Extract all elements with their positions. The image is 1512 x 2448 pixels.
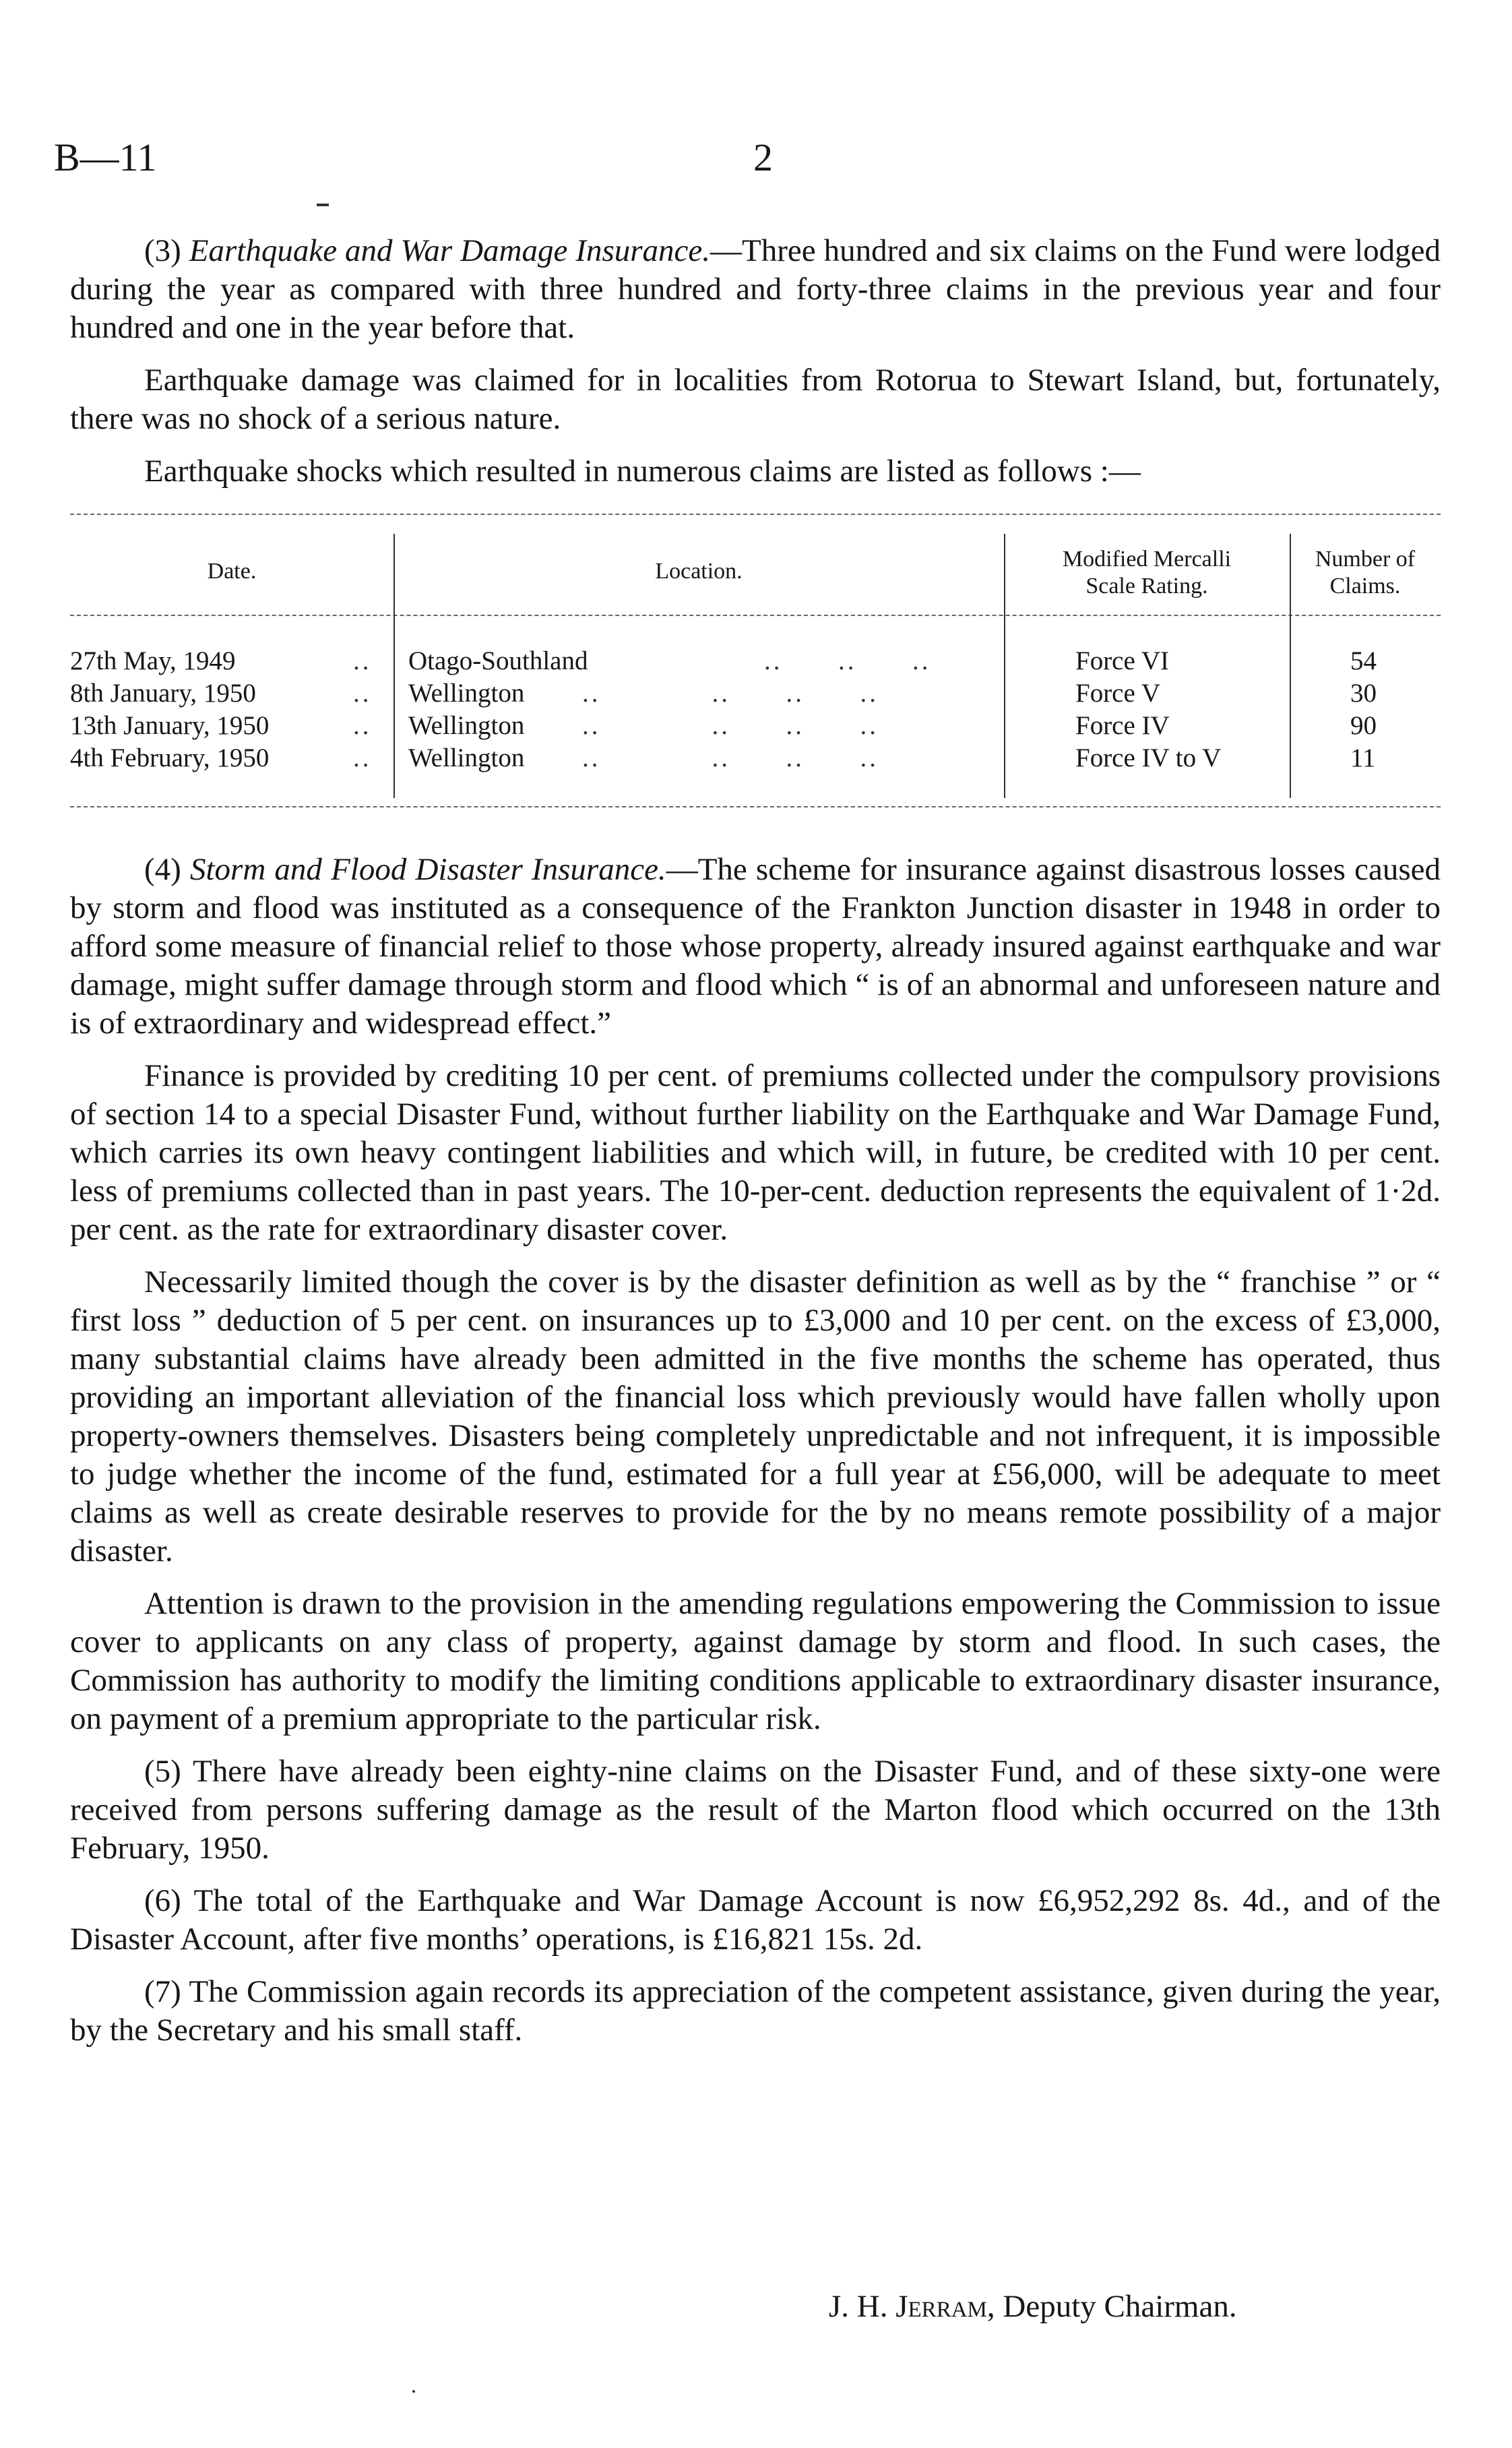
paragraph-4 [70,851,1441,1043]
header-line: Claims. [1329,574,1401,599]
section-4 [70,851,1441,2064]
paragraph-7: (7) The Commission again records its appreciation of the competent assistance, given during the year, by the Secretary and his small staff. [70,1974,1441,2048]
leader-dots: .. [353,743,372,772]
signatory-title: , Deputy Chairman. [986,2289,1237,2324]
cell-rating: Force V [1075,679,1161,708]
paragraph-3 [70,232,1441,347]
leader-dots: .. .. .. .. [582,679,879,708]
paragraph-6: (6) The total of the Earthquake and War Damage Account is now £6,952,292 8s. 4d., and of the Disaster Account, after five months’ operations, is £16,821 15s. 2d. [70,1883,1441,1957]
table-rule-bottom [70,806,1441,807]
cell-location: Wellington [408,679,525,708]
leader-dots: .. [353,646,372,675]
column-header-location: Location. [655,559,743,584]
stray-mark [317,204,329,206]
column-header-rating [1004,546,1290,600]
cell-claims: 11 [1350,743,1376,772]
cell-date: 4th February, 1950 [70,743,270,772]
cell-date: 27th May, 1949 [70,646,236,675]
cell-claims: 54 [1350,646,1377,675]
cell-location: Wellington [408,711,525,740]
cell-location: Wellington [408,743,525,772]
page-number: 2 [753,135,773,179]
section-3 [70,232,1441,505]
table-row [70,743,1441,775]
paragraph-text: —The scheme for insurance against disastrous losses caused by storm and flood was instituted as a consequence of the Frankton Junction disaster in 1948 in order to afford some measure of financial relief to those whose property, already insured against earthquake and war damage, might suffer damage through storm and flood which “ is of an abnormal and unforeseen nature and is of extraordinary and widespread effect.” [70,852,1441,1041]
cell-date: 13th January, 1950 [70,711,270,740]
paragraph-4b: Finance is provided by crediting 10 per cent. of premiums collected under the compulsory provisions of section 14 to a special Disaster Fund, without further liability on the Earthquake and War Damage Fund, which carries its own heavy contingent liabilities and which will, in future, be credited with 10 per cent. less of premiums collected than in past years. The 10-per-cent. deduction represents the equivalent of 1·2d. per cent. as the rate for extraordinary disaster cover. [70,1058,1441,1247]
document-reference: B—11 [54,135,157,179]
header-line: Number of [1315,547,1416,572]
paragraph-4d: Attention is drawn to the provision in the amending regulations empowering the Commission to issue cover to applicants on any class of property, against damage by storm and flood. In such cases, the Commission has authority to modify the limiting conditions applicable to extraordinary disaster insurance, on payment of a premium appropriate to the particular risk. [70,1586,1441,1736]
leader-dots: .. .. .. .. [582,711,879,740]
signatory-name: Jerram [895,2289,987,2324]
table-rule-header [70,615,1441,616]
section-title: Storm and Flood Disaster Insurance. [189,852,666,887]
leader-dots: .. [353,679,372,708]
paragraph-number: (3) [144,233,181,268]
column-header-date: Date. [207,559,257,584]
signatory-initials: J. H. [829,2289,888,2324]
leader-dots: .. .. .. [764,646,931,675]
signature [829,2288,1237,2325]
table-row [70,678,1441,710]
header-line: Modified Mercalli [1062,547,1232,572]
table-rule-top [70,514,1441,515]
cell-date: 8th January, 1950 [70,679,256,708]
cell-rating: Force IV to V [1075,743,1222,772]
leader-dots: .. [353,711,372,740]
cell-rating: Force IV [1075,711,1170,740]
earthquake-claims-table [70,514,1441,814]
header-line: Scale Rating. [1085,574,1208,599]
column-header-claims [1290,546,1441,600]
paragraph-5: (5) There have already been eighty-nine claims on the Disaster Fund, and of these sixty-one were received from persons suffering damage as the result of the Marton flood which occurred on the 13th February, 1950. [70,1754,1441,1866]
paragraph-number: (4) [144,852,181,887]
table-row [70,646,1441,678]
paragraph-3b: Earthquake damage was claimed for in localities from Rotorua to Stewart Island, but, fortunately, there was no shock of a serious nature. [70,363,1441,436]
paragraph-3c: Earthquake shocks which resulted in numerous claims are listed as follows :— [144,454,1141,489]
table-row [70,710,1441,743]
cell-claims: 30 [1350,679,1377,708]
page-header [54,135,1442,189]
cell-claims: 90 [1350,711,1377,740]
paragraph-text: —Three hundred and six claims on the Fund were lodged during the year as compared with three hundred and forty-three claims in the previous year and four hundred and one in the year before that. [70,233,1441,345]
cell-location: Otago-Southland [408,646,588,675]
leader-dots: .. .. .. .. [582,743,879,772]
paragraph-4c: Necessarily limited though the cover is by the disaster definition as well as by the “ franchise ” or “ first loss ” deduction of 5 per cent. on insurances up to £3,000 and 10 per cent. on the excess of £3,000, many substantial claims have already been admitted in the five months the scheme has operated, thus providing an important alleviation of the financial loss which previously would have fallen wholly upon property-owners themselves. Disasters being completely unpredictable and not infrequent, it is impossible to judge whether the income of the fund, estimated for a full year at £56,000, will be adequate to meet claims as well as create desirable reserves to provide for the by no means remote possibility of a major disaster. [70,1264,1441,1568]
stray-dot [412,2390,415,2393]
cell-rating: Force VI [1075,646,1169,675]
section-title: Earthquake and War Damage Insurance. [189,233,711,268]
